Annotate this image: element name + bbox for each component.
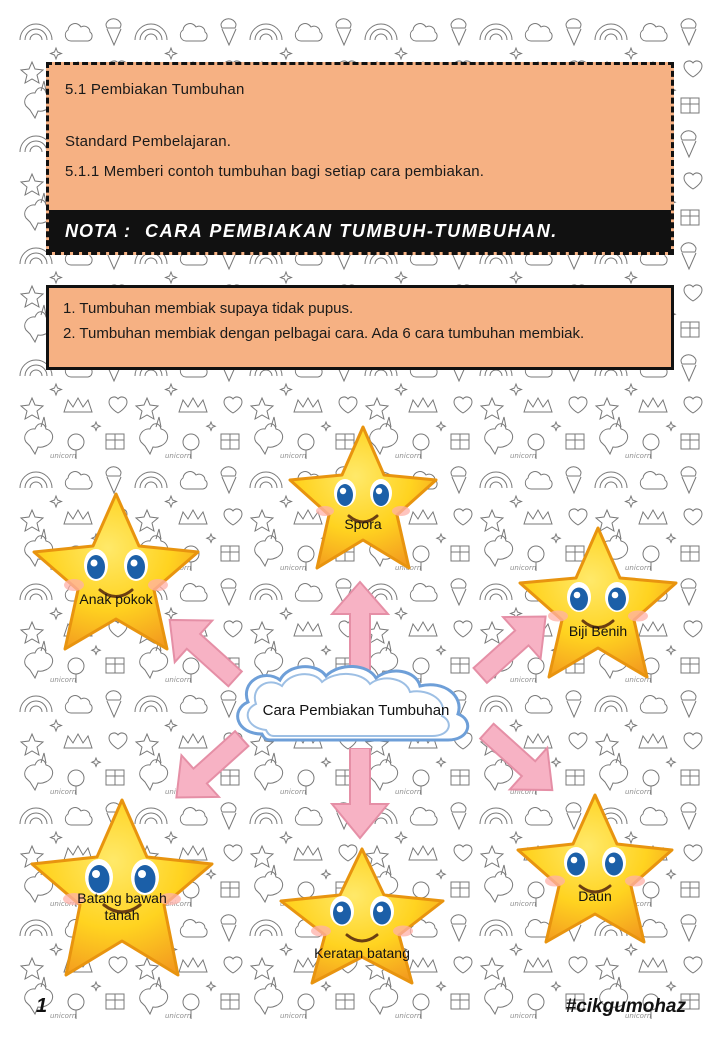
note-item: 1. Tumbuhan membiak supaya tidak pupus. xyxy=(63,300,354,317)
author-handle: #cikgumohaz xyxy=(565,996,686,1017)
nota-label: NOTA : xyxy=(65,220,131,241)
page-number: 1 xyxy=(36,995,48,1017)
standard-item: 5.1.1 Memberi contoh tumbuhan bagi setiap cara pembiakan. xyxy=(65,163,485,180)
node-daun xyxy=(510,790,680,950)
arrow-to-keratan-batang xyxy=(320,748,400,840)
learning-standard-box xyxy=(46,62,674,255)
node-label-daun: Daun xyxy=(578,888,612,904)
node-label-batang-bawah-tanah: Batang bawah tanah xyxy=(77,890,167,923)
node-label-spora: Spora xyxy=(344,516,382,532)
mindmap-center-cloud xyxy=(222,660,490,760)
node-label-anak-pokok: Anak pokok xyxy=(79,591,153,607)
standard-label: Standard Pembelajaran. xyxy=(65,133,232,150)
node-biji-benih xyxy=(512,523,684,685)
node-anak-pokok xyxy=(26,489,206,657)
node-label-biji-benih: Biji Benih xyxy=(568,623,628,639)
note-item: 2. Tumbuhan membiak dengan pelbagai cara. Ada 6 cara tumbuhan membiak. xyxy=(63,325,585,342)
node-batang-bawah-tanah xyxy=(22,795,222,985)
node-spora xyxy=(283,423,443,575)
nota-title: CARA PEMBIAKAN TUMBUH-TUMBUHAN. xyxy=(145,220,558,241)
nota-banner xyxy=(49,210,671,252)
node-keratan-batang xyxy=(271,845,453,987)
arrow-to-spora xyxy=(320,580,400,670)
mindmap-center-label: Cara Pembiakan Tumbuhan xyxy=(262,701,450,719)
notes-box xyxy=(46,285,674,370)
topic-heading: 5.1 Pembiakan Tumbuhan xyxy=(65,81,245,98)
node-label-keratan-batang: Keratan batang xyxy=(314,945,410,961)
